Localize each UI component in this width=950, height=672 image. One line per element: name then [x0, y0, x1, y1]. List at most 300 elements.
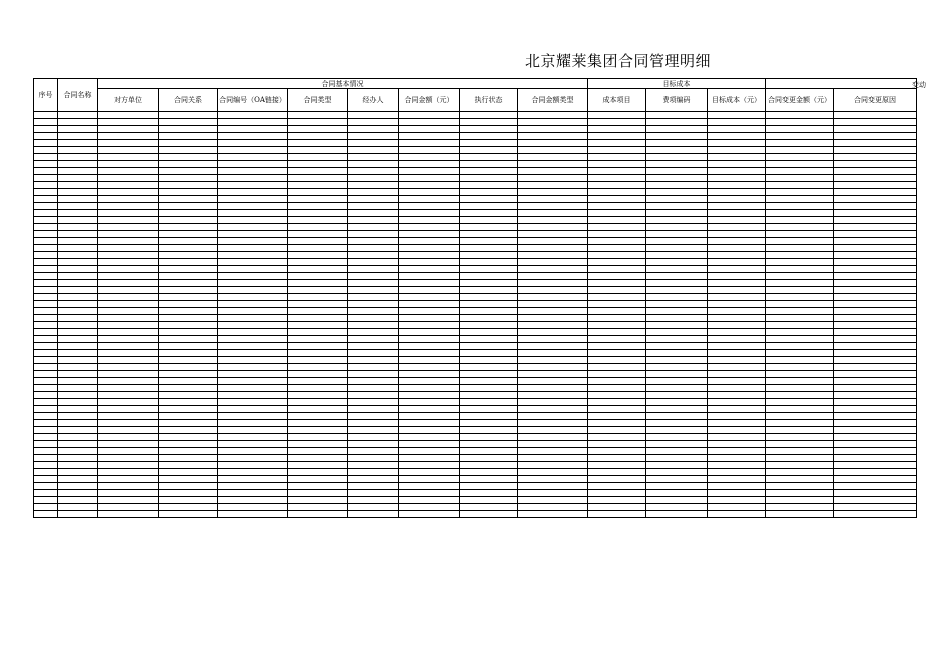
- table-cell[interactable]: [98, 175, 159, 182]
- table-cell[interactable]: [58, 238, 98, 245]
- table-cell[interactable]: [288, 189, 348, 196]
- table-cell[interactable]: [708, 273, 766, 280]
- table-cell[interactable]: [834, 294, 917, 301]
- table-cell[interactable]: [34, 112, 58, 119]
- table-cell[interactable]: [834, 147, 917, 154]
- table-cell[interactable]: [399, 119, 460, 126]
- table-cell[interactable]: [766, 392, 834, 399]
- table-cell[interactable]: [646, 266, 708, 273]
- table-cell[interactable]: [646, 280, 708, 287]
- table-cell[interactable]: [834, 483, 917, 490]
- table-cell[interactable]: [34, 161, 58, 168]
- table-cell[interactable]: [766, 315, 834, 322]
- table-cell[interactable]: [766, 308, 834, 315]
- table-cell[interactable]: [399, 238, 460, 245]
- table-cell[interactable]: [518, 490, 588, 497]
- table-cell[interactable]: [348, 231, 399, 238]
- table-cell[interactable]: [98, 441, 159, 448]
- table-cell[interactable]: [646, 245, 708, 252]
- table-cell[interactable]: [518, 273, 588, 280]
- table-cell[interactable]: [708, 308, 766, 315]
- table-cell[interactable]: [834, 112, 917, 119]
- table-cell[interactable]: [460, 119, 518, 126]
- table-cell[interactable]: [460, 476, 518, 483]
- table-cell[interactable]: [834, 224, 917, 231]
- table-cell[interactable]: [218, 273, 288, 280]
- table-cell[interactable]: [588, 378, 646, 385]
- table-cell[interactable]: [766, 259, 834, 266]
- table-cell[interactable]: [588, 490, 646, 497]
- table-cell[interactable]: [708, 315, 766, 322]
- table-cell[interactable]: [399, 147, 460, 154]
- table-cell[interactable]: [708, 378, 766, 385]
- table-cell[interactable]: [98, 168, 159, 175]
- table-cell[interactable]: [159, 462, 218, 469]
- table-cell[interactable]: [98, 133, 159, 140]
- table-cell[interactable]: [288, 441, 348, 448]
- table-cell[interactable]: [766, 399, 834, 406]
- table-cell[interactable]: [518, 322, 588, 329]
- table-cell[interactable]: [348, 497, 399, 504]
- table-cell[interactable]: [708, 133, 766, 140]
- table-cell[interactable]: [218, 392, 288, 399]
- table-cell[interactable]: [348, 385, 399, 392]
- table-cell[interactable]: [646, 434, 708, 441]
- table-cell[interactable]: [218, 294, 288, 301]
- table-cell[interactable]: [218, 308, 288, 315]
- table-cell[interactable]: [588, 504, 646, 511]
- table-cell[interactable]: [708, 301, 766, 308]
- table-cell[interactable]: [58, 497, 98, 504]
- table-cell[interactable]: [399, 378, 460, 385]
- table-cell[interactable]: [98, 357, 159, 364]
- table-cell[interactable]: [218, 483, 288, 490]
- table-cell[interactable]: [218, 126, 288, 133]
- table-cell[interactable]: [766, 406, 834, 413]
- table-cell[interactable]: [348, 427, 399, 434]
- table-cell[interactable]: [834, 434, 917, 441]
- table-cell[interactable]: [588, 119, 646, 126]
- table-cell[interactable]: [766, 448, 834, 455]
- table-cell[interactable]: [159, 329, 218, 336]
- table-cell[interactable]: [708, 189, 766, 196]
- table-cell[interactable]: [708, 259, 766, 266]
- table-cell[interactable]: [399, 364, 460, 371]
- table-cell[interactable]: [460, 189, 518, 196]
- table-cell[interactable]: [288, 378, 348, 385]
- table-cell[interactable]: [460, 329, 518, 336]
- table-cell[interactable]: [58, 441, 98, 448]
- table-cell[interactable]: [766, 504, 834, 511]
- table-cell[interactable]: [460, 378, 518, 385]
- table-cell[interactable]: [766, 420, 834, 427]
- table-cell[interactable]: [588, 301, 646, 308]
- table-cell[interactable]: [518, 441, 588, 448]
- table-cell[interactable]: [98, 448, 159, 455]
- table-cell[interactable]: [766, 182, 834, 189]
- table-cell[interactable]: [58, 224, 98, 231]
- table-cell[interactable]: [218, 329, 288, 336]
- table-cell[interactable]: [58, 294, 98, 301]
- table-cell[interactable]: [348, 336, 399, 343]
- table-cell[interactable]: [708, 329, 766, 336]
- table-cell[interactable]: [159, 245, 218, 252]
- table-cell[interactable]: [58, 427, 98, 434]
- table-cell[interactable]: [460, 413, 518, 420]
- table-cell[interactable]: [218, 182, 288, 189]
- table-cell[interactable]: [708, 490, 766, 497]
- table-cell[interactable]: [34, 497, 58, 504]
- table-cell[interactable]: [348, 350, 399, 357]
- table-cell[interactable]: [518, 336, 588, 343]
- table-cell[interactable]: [588, 350, 646, 357]
- table-cell[interactable]: [460, 224, 518, 231]
- table-cell[interactable]: [58, 287, 98, 294]
- table-cell[interactable]: [218, 511, 288, 518]
- table-cell[interactable]: [399, 294, 460, 301]
- table-cell[interactable]: [348, 483, 399, 490]
- table-cell[interactable]: [288, 301, 348, 308]
- table-cell[interactable]: [766, 371, 834, 378]
- table-cell[interactable]: [34, 399, 58, 406]
- table-cell[interactable]: [288, 511, 348, 518]
- table-cell[interactable]: [218, 476, 288, 483]
- table-cell[interactable]: [834, 448, 917, 455]
- table-cell[interactable]: [460, 385, 518, 392]
- table-cell[interactable]: [159, 434, 218, 441]
- table-cell[interactable]: [159, 336, 218, 343]
- table-cell[interactable]: [708, 147, 766, 154]
- table-cell[interactable]: [218, 497, 288, 504]
- table-cell[interactable]: [348, 252, 399, 259]
- table-cell[interactable]: [288, 203, 348, 210]
- table-cell[interactable]: [58, 483, 98, 490]
- table-cell[interactable]: [766, 364, 834, 371]
- table-cell[interactable]: [708, 154, 766, 161]
- table-cell[interactable]: [399, 392, 460, 399]
- table-cell[interactable]: [646, 168, 708, 175]
- table-cell[interactable]: [460, 322, 518, 329]
- table-cell[interactable]: [766, 427, 834, 434]
- table-cell[interactable]: [34, 126, 58, 133]
- table-cell[interactable]: [646, 511, 708, 518]
- table-cell[interactable]: [218, 196, 288, 203]
- table-cell[interactable]: [218, 385, 288, 392]
- table-cell[interactable]: [399, 350, 460, 357]
- table-cell[interactable]: [34, 511, 58, 518]
- table-cell[interactable]: [460, 336, 518, 343]
- table-cell[interactable]: [766, 140, 834, 147]
- table-cell[interactable]: [348, 266, 399, 273]
- table-cell[interactable]: [159, 469, 218, 476]
- table-cell[interactable]: [98, 406, 159, 413]
- table-cell[interactable]: [288, 308, 348, 315]
- table-cell[interactable]: [518, 420, 588, 427]
- table-cell[interactable]: [34, 350, 58, 357]
- table-cell[interactable]: [588, 511, 646, 518]
- table-cell[interactable]: [159, 231, 218, 238]
- table-cell[interactable]: [348, 343, 399, 350]
- table-cell[interactable]: [34, 252, 58, 259]
- table-cell[interactable]: [708, 112, 766, 119]
- table-cell[interactable]: [159, 217, 218, 224]
- table-cell[interactable]: [218, 406, 288, 413]
- table-cell[interactable]: [58, 161, 98, 168]
- table-cell[interactable]: [288, 385, 348, 392]
- table-cell[interactable]: [218, 357, 288, 364]
- table-cell[interactable]: [58, 266, 98, 273]
- table-cell[interactable]: [834, 126, 917, 133]
- table-cell[interactable]: [518, 231, 588, 238]
- table-cell[interactable]: [34, 133, 58, 140]
- table-cell[interactable]: [588, 308, 646, 315]
- table-cell[interactable]: [646, 483, 708, 490]
- table-cell[interactable]: [766, 210, 834, 217]
- table-cell[interactable]: [58, 448, 98, 455]
- table-cell[interactable]: [518, 357, 588, 364]
- table-cell[interactable]: [288, 182, 348, 189]
- table-cell[interactable]: [646, 273, 708, 280]
- table-cell[interactable]: [460, 315, 518, 322]
- table-cell[interactable]: [34, 378, 58, 385]
- table-cell[interactable]: [288, 224, 348, 231]
- table-cell[interactable]: [399, 266, 460, 273]
- table-cell[interactable]: [159, 168, 218, 175]
- table-cell[interactable]: [460, 364, 518, 371]
- table-cell[interactable]: [518, 112, 588, 119]
- table-cell[interactable]: [518, 301, 588, 308]
- table-cell[interactable]: [288, 455, 348, 462]
- table-cell[interactable]: [159, 203, 218, 210]
- table-cell[interactable]: [460, 511, 518, 518]
- table-cell[interactable]: [348, 462, 399, 469]
- table-cell[interactable]: [159, 357, 218, 364]
- table-cell[interactable]: [218, 119, 288, 126]
- table-cell[interactable]: [348, 280, 399, 287]
- table-cell[interactable]: [834, 280, 917, 287]
- table-cell[interactable]: [159, 308, 218, 315]
- table-cell[interactable]: [399, 140, 460, 147]
- table-cell[interactable]: [348, 294, 399, 301]
- table-cell[interactable]: [460, 196, 518, 203]
- table-cell[interactable]: [646, 392, 708, 399]
- table-cell[interactable]: [98, 280, 159, 287]
- table-cell[interactable]: [218, 399, 288, 406]
- table-cell[interactable]: [518, 238, 588, 245]
- table-cell[interactable]: [58, 231, 98, 238]
- table-cell[interactable]: [646, 182, 708, 189]
- table-cell[interactable]: [288, 483, 348, 490]
- table-cell[interactable]: [218, 420, 288, 427]
- table-cell[interactable]: [288, 371, 348, 378]
- table-cell[interactable]: [218, 455, 288, 462]
- table-cell[interactable]: [646, 343, 708, 350]
- table-cell[interactable]: [588, 259, 646, 266]
- table-cell[interactable]: [834, 231, 917, 238]
- table-cell[interactable]: [834, 315, 917, 322]
- table-cell[interactable]: [218, 231, 288, 238]
- table-cell[interactable]: [518, 252, 588, 259]
- table-cell[interactable]: [646, 385, 708, 392]
- table-cell[interactable]: [159, 259, 218, 266]
- table-cell[interactable]: [98, 329, 159, 336]
- table-cell[interactable]: [159, 511, 218, 518]
- table-cell[interactable]: [588, 392, 646, 399]
- table-cell[interactable]: [288, 112, 348, 119]
- table-cell[interactable]: [646, 126, 708, 133]
- table-cell[interactable]: [98, 378, 159, 385]
- table-cell[interactable]: [834, 336, 917, 343]
- table-cell[interactable]: [58, 420, 98, 427]
- table-cell[interactable]: [218, 378, 288, 385]
- table-cell[interactable]: [708, 245, 766, 252]
- table-cell[interactable]: [834, 252, 917, 259]
- table-cell[interactable]: [518, 168, 588, 175]
- table-cell[interactable]: [288, 497, 348, 504]
- table-cell[interactable]: [218, 147, 288, 154]
- table-cell[interactable]: [159, 119, 218, 126]
- table-cell[interactable]: [834, 154, 917, 161]
- table-cell[interactable]: [518, 462, 588, 469]
- table-cell[interactable]: [518, 385, 588, 392]
- table-cell[interactable]: [288, 476, 348, 483]
- table-cell[interactable]: [399, 497, 460, 504]
- table-cell[interactable]: [399, 511, 460, 518]
- table-cell[interactable]: [460, 238, 518, 245]
- table-cell[interactable]: [834, 427, 917, 434]
- table-cell[interactable]: [34, 385, 58, 392]
- table-cell[interactable]: [348, 448, 399, 455]
- table-cell[interactable]: [399, 427, 460, 434]
- table-cell[interactable]: [159, 126, 218, 133]
- table-cell[interactable]: [646, 490, 708, 497]
- table-cell[interactable]: [460, 371, 518, 378]
- table-cell[interactable]: [646, 406, 708, 413]
- table-cell[interactable]: [288, 413, 348, 420]
- table-cell[interactable]: [34, 308, 58, 315]
- table-cell[interactable]: [34, 280, 58, 287]
- table-cell[interactable]: [218, 441, 288, 448]
- table-cell[interactable]: [518, 399, 588, 406]
- table-cell[interactable]: [34, 238, 58, 245]
- table-cell[interactable]: [58, 322, 98, 329]
- table-cell[interactable]: [766, 497, 834, 504]
- table-cell[interactable]: [399, 287, 460, 294]
- table-cell[interactable]: [348, 189, 399, 196]
- table-cell[interactable]: [218, 434, 288, 441]
- table-cell[interactable]: [159, 413, 218, 420]
- table-cell[interactable]: [98, 434, 159, 441]
- table-cell[interactable]: [518, 371, 588, 378]
- table-cell[interactable]: [34, 427, 58, 434]
- table-cell[interactable]: [159, 315, 218, 322]
- table-cell[interactable]: [58, 126, 98, 133]
- table-cell[interactable]: [646, 294, 708, 301]
- table-cell[interactable]: [399, 357, 460, 364]
- table-cell[interactable]: [348, 469, 399, 476]
- table-cell[interactable]: [518, 224, 588, 231]
- table-cell[interactable]: [708, 119, 766, 126]
- table-cell[interactable]: [708, 420, 766, 427]
- table-cell[interactable]: [708, 462, 766, 469]
- table-cell[interactable]: [588, 385, 646, 392]
- table-cell[interactable]: [646, 189, 708, 196]
- table-cell[interactable]: [58, 112, 98, 119]
- table-cell[interactable]: [218, 140, 288, 147]
- table-cell[interactable]: [518, 154, 588, 161]
- table-cell[interactable]: [399, 231, 460, 238]
- table-cell[interactable]: [588, 252, 646, 259]
- table-cell[interactable]: [399, 504, 460, 511]
- table-cell[interactable]: [766, 511, 834, 518]
- table-cell[interactable]: [34, 336, 58, 343]
- table-cell[interactable]: [348, 273, 399, 280]
- table-cell[interactable]: [460, 308, 518, 315]
- table-cell[interactable]: [646, 203, 708, 210]
- table-cell[interactable]: [518, 315, 588, 322]
- table-cell[interactable]: [834, 133, 917, 140]
- table-cell[interactable]: [348, 511, 399, 518]
- table-cell[interactable]: [218, 189, 288, 196]
- table-cell[interactable]: [518, 147, 588, 154]
- table-cell[interactable]: [460, 497, 518, 504]
- table-cell[interactable]: [708, 126, 766, 133]
- table-cell[interactable]: [460, 259, 518, 266]
- table-cell[interactable]: [708, 357, 766, 364]
- table-cell[interactable]: [766, 490, 834, 497]
- table-cell[interactable]: [766, 217, 834, 224]
- table-cell[interactable]: [708, 511, 766, 518]
- table-cell[interactable]: [588, 182, 646, 189]
- table-cell[interactable]: [766, 441, 834, 448]
- table-cell[interactable]: [588, 161, 646, 168]
- table-cell[interactable]: [646, 259, 708, 266]
- table-cell[interactable]: [98, 147, 159, 154]
- table-cell[interactable]: [588, 266, 646, 273]
- table-cell[interactable]: [348, 224, 399, 231]
- table-cell[interactable]: [646, 350, 708, 357]
- table-cell[interactable]: [834, 168, 917, 175]
- table-cell[interactable]: [834, 203, 917, 210]
- table-cell[interactable]: [518, 133, 588, 140]
- table-cell[interactable]: [460, 175, 518, 182]
- table-cell[interactable]: [588, 406, 646, 413]
- table-cell[interactable]: [399, 133, 460, 140]
- table-cell[interactable]: [34, 504, 58, 511]
- table-cell[interactable]: [766, 245, 834, 252]
- table-cell[interactable]: [460, 301, 518, 308]
- table-cell[interactable]: [218, 350, 288, 357]
- table-cell[interactable]: [588, 357, 646, 364]
- table-cell[interactable]: [399, 336, 460, 343]
- table-cell[interactable]: [288, 126, 348, 133]
- table-cell[interactable]: [288, 427, 348, 434]
- table-cell[interactable]: [834, 385, 917, 392]
- table-cell[interactable]: [34, 245, 58, 252]
- table-cell[interactable]: [218, 154, 288, 161]
- table-cell[interactable]: [58, 336, 98, 343]
- table-cell[interactable]: [399, 448, 460, 455]
- table-cell[interactable]: [98, 308, 159, 315]
- table-cell[interactable]: [518, 497, 588, 504]
- table-cell[interactable]: [288, 273, 348, 280]
- table-cell[interactable]: [348, 140, 399, 147]
- table-cell[interactable]: [288, 336, 348, 343]
- table-cell[interactable]: [399, 399, 460, 406]
- table-cell[interactable]: [834, 406, 917, 413]
- table-cell[interactable]: [399, 252, 460, 259]
- table-cell[interactable]: [159, 112, 218, 119]
